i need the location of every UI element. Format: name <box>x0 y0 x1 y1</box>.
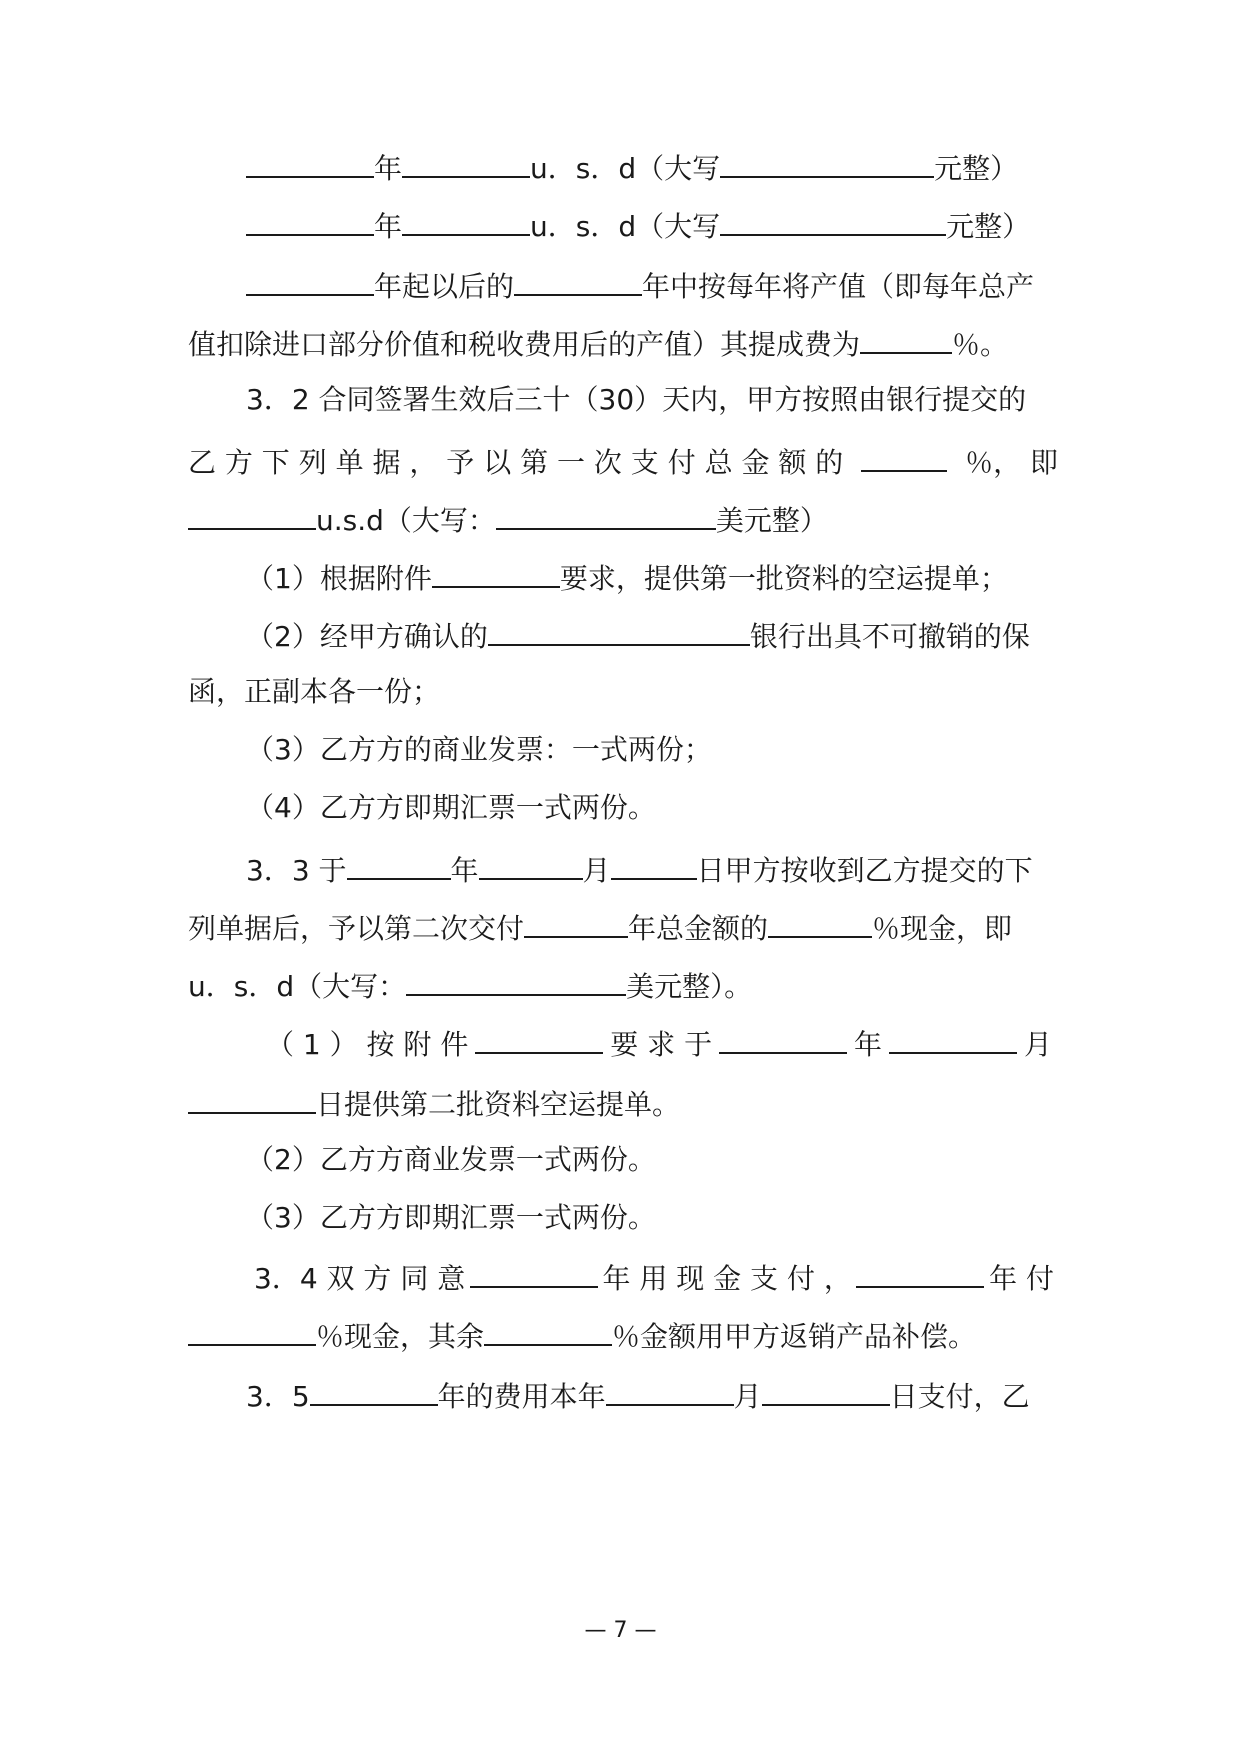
text-span: ％现金，即 <box>872 912 1013 945</box>
fill-blank[interactable] <box>762 1374 890 1406</box>
text-span: 列单据后，予以第二次交付 <box>188 912 525 945</box>
text-span: 月 <box>733 1380 762 1413</box>
text-span: u．s．d（大写 <box>530 152 721 185</box>
text-span: （2）经甲方确认的 <box>246 620 488 653</box>
fill-blank[interactable] <box>606 1374 734 1406</box>
text-span: 函，正副本各一份； <box>188 675 441 708</box>
text-line <box>254 1256 1054 1296</box>
fill-blank[interactable] <box>496 498 716 530</box>
text-span: 年总金额的 <box>628 912 769 945</box>
text-line <box>246 788 1116 828</box>
text-span: 3．3 于 <box>246 854 347 887</box>
fill-blank[interactable] <box>406 964 626 996</box>
text-span: 月 <box>1023 1028 1052 1061</box>
text-span: 3．4 双 方 同 意 <box>254 1262 466 1295</box>
text-line <box>246 614 1116 654</box>
fill-blank[interactable] <box>188 1082 316 1114</box>
text-span: 年起以后的 <box>374 270 515 303</box>
fill-blank[interactable] <box>470 1256 598 1288</box>
text-line <box>246 556 1116 596</box>
text-span: 年 <box>854 1028 883 1061</box>
text-line <box>246 264 1066 304</box>
text-line <box>246 146 1019 186</box>
text-span: （ 1 ） 按 附 件 <box>266 1028 469 1061</box>
fill-blank[interactable] <box>246 264 374 296</box>
text-span: 年的费用本年 <box>437 1380 606 1413</box>
text-line <box>246 848 1058 888</box>
text-line <box>246 1198 1116 1238</box>
text-span: 美元整）。 <box>626 970 753 1003</box>
text-line <box>188 498 1058 538</box>
text-span: 要 求 于 <box>610 1028 713 1061</box>
text-line <box>246 1140 1116 1180</box>
text-span: 3．5 <box>246 1380 310 1413</box>
text-span: 美元整） <box>715 504 828 537</box>
text-line <box>188 1314 1058 1354</box>
text-span: 年 用 现 金 支 付 ， <box>602 1262 852 1295</box>
fill-blank[interactable] <box>524 906 628 938</box>
text-span: 日支付，乙 <box>889 1380 1030 1413</box>
text-span: u．s．d（大写 <box>530 210 721 243</box>
fill-blank[interactable] <box>432 556 560 588</box>
fill-blank[interactable] <box>611 848 697 880</box>
text-span: 年 付 <box>989 1262 1054 1295</box>
text-span: 要求，提供第一批资料的空运提单； <box>559 562 1008 595</box>
fill-blank[interactable] <box>484 1314 612 1346</box>
text-span: ％。 <box>952 328 1009 361</box>
text-span: 年 <box>374 152 403 185</box>
fill-blank[interactable] <box>402 146 530 178</box>
fill-blank[interactable] <box>719 1022 847 1054</box>
text-span: （3）乙方方即期汇票一式两份。 <box>246 1201 656 1234</box>
fill-blank[interactable] <box>514 264 642 296</box>
text-span: 3．2 合同签署生效后三十（30）天内，甲方按照由银行提交的 <box>246 383 1027 416</box>
text-span: （3）乙方方的商业发票：一式两份； <box>246 733 712 766</box>
fill-blank[interactable] <box>246 204 374 236</box>
fill-blank[interactable] <box>310 1374 438 1406</box>
text-span: ％金额用甲方返销产品补偿。 <box>612 1320 977 1353</box>
text-span: （4）乙方方即期汇票一式两份。 <box>246 791 656 824</box>
text-span: （2）乙方方商业发票一式两份。 <box>246 1143 656 1176</box>
text-span: 乙 方 下 列 单 据 ， 予 以 第 一 次 支 付 总 金 额 的 <box>188 446 844 479</box>
fill-blank[interactable] <box>720 204 946 236</box>
text-span: 日甲方按收到乙方提交的下 <box>696 854 1033 887</box>
text-span: ％现金，其余 <box>316 1320 485 1353</box>
text-line <box>266 1022 1052 1062</box>
text-line <box>246 1374 1058 1414</box>
fill-blank[interactable] <box>475 1022 603 1054</box>
text-span: 日提供第二批资料空运提单。 <box>316 1088 681 1121</box>
fill-blank[interactable] <box>720 146 934 178</box>
fill-blank[interactable] <box>856 1256 984 1288</box>
fill-blank[interactable] <box>889 1022 1017 1054</box>
text-span: 元整） <box>934 152 1019 185</box>
text-line <box>188 906 1058 946</box>
text-line <box>188 440 1058 480</box>
text-line <box>246 204 1031 244</box>
text-span: 值扣除进口部分价值和税收费用后的产值）其提成费为 <box>188 328 861 361</box>
text-span: u.s.d（大写： <box>316 504 496 537</box>
text-span: 年中按每年将产值（即每年总产 <box>642 270 1035 303</box>
fill-blank[interactable] <box>246 146 374 178</box>
text-span: 月 <box>582 854 611 887</box>
fill-blank[interactable] <box>861 440 947 472</box>
fill-blank[interactable] <box>479 848 583 880</box>
text-span: u．s．d（大写： <box>188 970 407 1003</box>
text-line <box>188 964 1058 1004</box>
fill-blank[interactable] <box>188 498 316 530</box>
fill-blank[interactable] <box>768 906 872 938</box>
text-span: （1）根据附件 <box>246 562 432 595</box>
text-line <box>188 322 1058 362</box>
text-span: 年 <box>450 854 479 887</box>
fill-blank[interactable] <box>860 322 952 354</box>
text-line <box>188 1082 1058 1122</box>
page-number: — 7 — <box>584 1618 657 1643</box>
fill-blank[interactable] <box>188 1314 316 1346</box>
fill-blank[interactable] <box>347 848 451 880</box>
text-line <box>246 380 1058 420</box>
text-line <box>188 672 1058 712</box>
fill-blank[interactable] <box>488 614 750 646</box>
text-span: 年 <box>374 210 403 243</box>
text-span: ％， 即 <box>965 446 1058 479</box>
text-line <box>246 730 1116 770</box>
fill-blank[interactable] <box>402 204 530 236</box>
text-span: 银行出具不可撤销的保 <box>749 620 1030 653</box>
text-span: 元整） <box>946 210 1031 243</box>
